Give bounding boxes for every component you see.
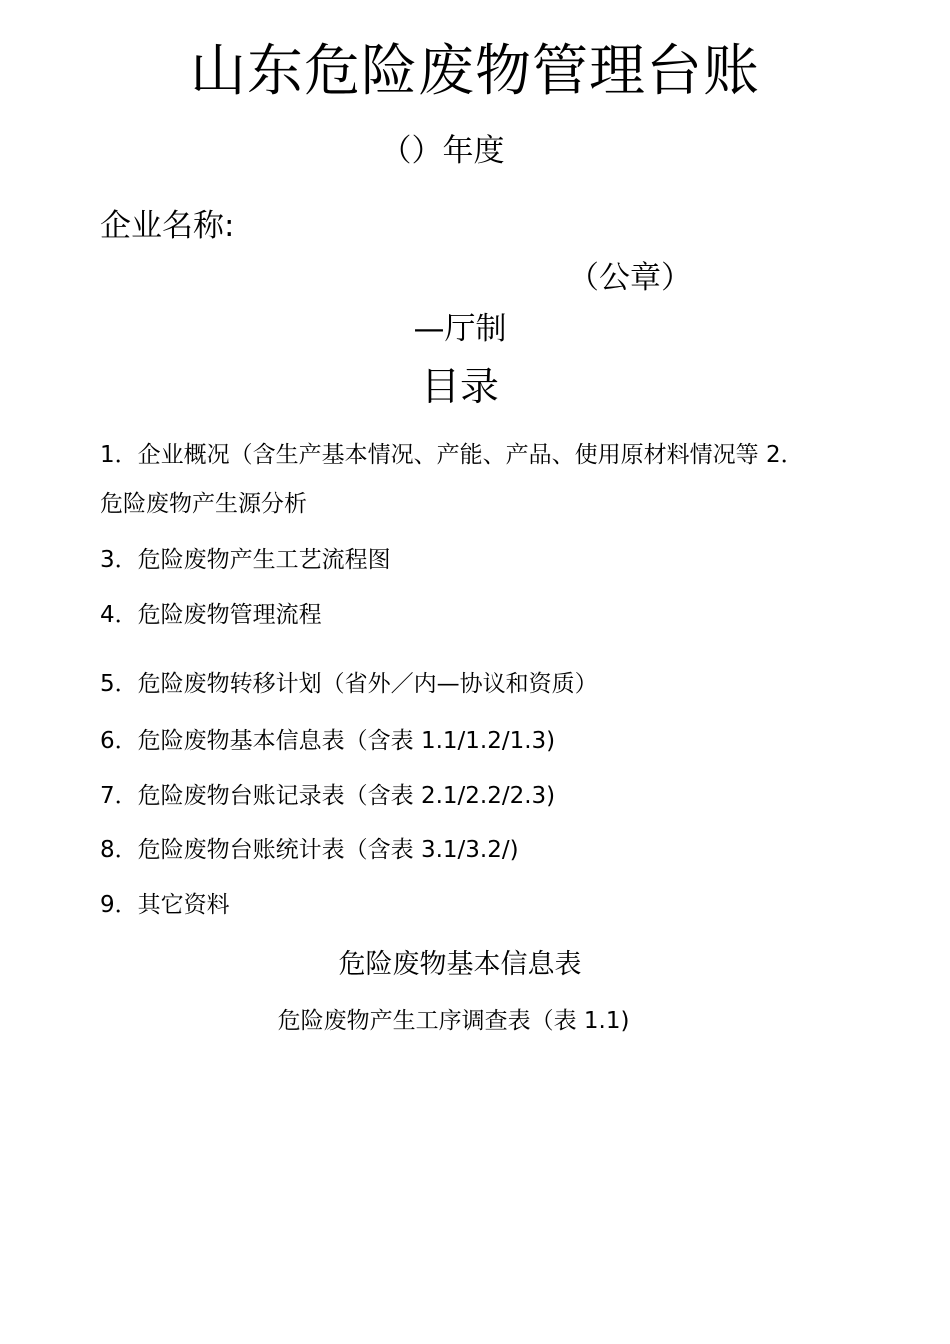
table-title: 危险废物产生工序调查表（表 1.1): [277, 1008, 630, 1034]
year-line: （）年度: [380, 133, 505, 169]
toc-item: 6．危险废物基本信息表（含表 1.1/1.2/1.3): [100, 728, 556, 754]
toc-title: 目录: [420, 365, 499, 410]
toc-item: 9．其它资料: [100, 892, 230, 918]
toc-item: 4．危险废物管理流程: [100, 602, 322, 628]
toc-item: 1．企业概况（含生产基本情况、产能、产品、使用原材料情况等 2．: [100, 442, 804, 468]
toc-item: 3．危险废物产生工艺流程图: [100, 547, 391, 573]
company-name-label: 企业名称:: [100, 208, 235, 244]
toc-item: 危险废物产生源分析: [100, 491, 307, 517]
document-title: 山东危险废物管理台账: [190, 39, 760, 104]
department-line: —厅制: [413, 311, 507, 347]
seal-label: （公章）: [568, 260, 692, 296]
toc-item: 5．危险废物转移计划（省外／内—协议和资质）: [100, 671, 598, 697]
toc-item: 8．危险废物台账统计表（含表 3.1/3.2/): [100, 837, 519, 863]
section-title: 危险废物基本信息表: [338, 949, 582, 980]
toc-item: 7．危险废物台账记录表（含表 2.1/2.2/2.3): [100, 783, 556, 809]
